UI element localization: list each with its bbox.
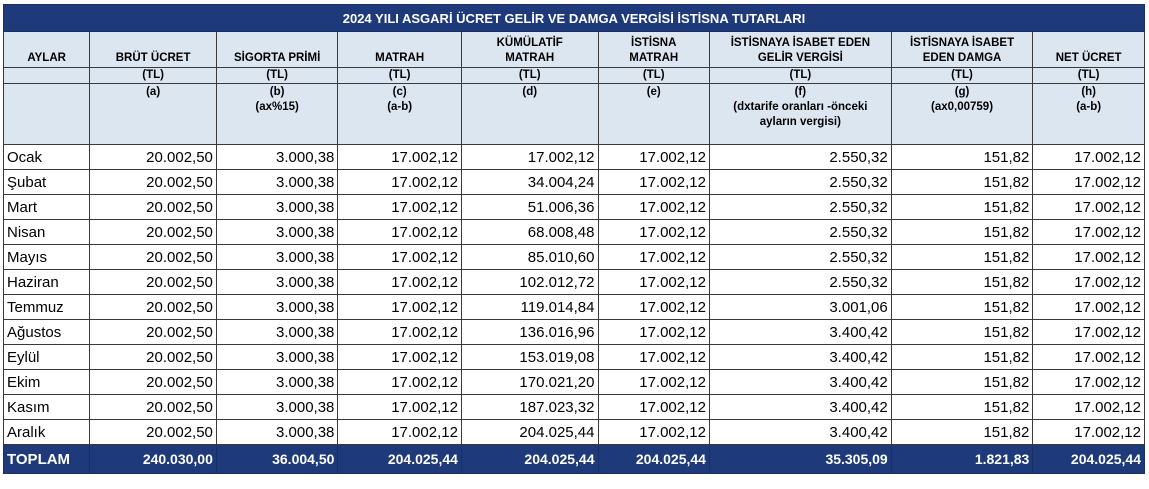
value-cell-kumulatif: 136.016,96 [461, 320, 598, 345]
value-cell-net: 17.002,12 [1033, 170, 1145, 195]
column-formula-0 [4, 84, 90, 145]
table-row [4, 145, 1145, 170]
value-cell-kumulatif: 170.021,20 [461, 370, 598, 395]
value-cell-istisna: 17.002,12 [598, 195, 709, 220]
exemption-table [3, 4, 1145, 474]
column-unit-7: (TL) [891, 68, 1033, 84]
value-cell-net: 17.002,12 [1033, 295, 1145, 320]
table-row [4, 295, 1145, 320]
value-cell-net: 17.002,12 [1033, 370, 1145, 395]
column-unit-3: (TL) [338, 68, 462, 84]
value-cell-brut: 20.002,50 [90, 245, 217, 270]
month-cell: Ağustos [4, 320, 90, 345]
table-row [4, 220, 1145, 245]
value-cell-brut: 20.002,50 [90, 320, 217, 345]
column-unit-2: (TL) [216, 68, 338, 84]
value-cell-sigorta: 3.000,38 [216, 295, 338, 320]
value-cell-gelir: 2.550,32 [709, 145, 891, 170]
value-cell-net: 17.002,12 [1033, 395, 1145, 420]
column-unit-4: (TL) [461, 68, 598, 84]
value-cell-matrah: 17.002,12 [338, 295, 462, 320]
table-row [4, 245, 1145, 270]
column-formula-6: (f) (dxtarife oranları -önceki ayların vergisi) [709, 84, 891, 145]
value-cell-istisna: 17.002,12 [598, 145, 709, 170]
value-cell-damga: 151,82 [891, 195, 1033, 220]
value-cell-istisna: 17.002,12 [598, 370, 709, 395]
value-cell-brut: 20.002,50 [90, 395, 217, 420]
value-cell-brut: 20.002,50 [90, 370, 217, 395]
value-cell-sigorta: 3.000,38 [216, 195, 338, 220]
value-cell-sigorta: 3.000,38 [216, 345, 338, 370]
column-header-8: NET ÜCRET [1033, 32, 1145, 68]
value-cell-istisna: 17.002,12 [598, 245, 709, 270]
value-cell-damga: 151,82 [891, 270, 1033, 295]
value-cell-istisna: 17.002,12 [598, 320, 709, 345]
value-cell-brut: 20.002,50 [90, 195, 217, 220]
value-cell-gelir: 3.400,42 [709, 370, 891, 395]
column-header-5: İSTİSNA MATRAH [598, 32, 709, 68]
column-header-4: KÜMÜLATİF MATRAH [461, 32, 598, 68]
total-cell-sigorta: 36.004,50 [216, 445, 338, 474]
value-cell-gelir: 2.550,32 [709, 270, 891, 295]
value-cell-kumulatif: 119.014,84 [461, 295, 598, 320]
column-formula-1: (a) [90, 84, 217, 145]
total-cell-net: 204.025,44 [1033, 445, 1145, 474]
column-unit-1: (TL) [90, 68, 217, 84]
column-formula-8: (h) (a-b) [1033, 84, 1145, 145]
column-header-1: BRÜT ÜCRET [90, 32, 217, 68]
table-row [4, 270, 1145, 295]
value-cell-istisna: 17.002,12 [598, 170, 709, 195]
month-cell: Eylül [4, 345, 90, 370]
value-cell-sigorta: 3.000,38 [216, 220, 338, 245]
column-header-6: İSTİSNAYA İSABET EDEN GELİR VERGİSİ [709, 32, 891, 68]
total-cell-matrah: 204.025,44 [338, 445, 462, 474]
value-cell-gelir: 2.550,32 [709, 220, 891, 245]
value-cell-kumulatif: 17.002,12 [461, 145, 598, 170]
value-cell-istisna: 17.002,12 [598, 220, 709, 245]
value-cell-damga: 151,82 [891, 320, 1033, 345]
value-cell-brut: 20.002,50 [90, 270, 217, 295]
total-cell-brut: 240.030,00 [90, 445, 217, 474]
total-label: TOPLAM [4, 445, 90, 474]
value-cell-matrah: 17.002,12 [338, 220, 462, 245]
value-cell-matrah: 17.002,12 [338, 270, 462, 295]
total-row [4, 445, 1145, 474]
column-formula-7: (g) (ax0,00759) [891, 84, 1033, 145]
value-cell-gelir: 3.400,42 [709, 345, 891, 370]
value-cell-net: 17.002,12 [1033, 420, 1145, 445]
column-unit-8: (TL) [1033, 68, 1145, 84]
column-formula-2: (b) (ax%15) [216, 84, 338, 145]
month-cell: Nisan [4, 220, 90, 245]
value-cell-net: 17.002,12 [1033, 220, 1145, 245]
value-cell-brut: 20.002,50 [90, 220, 217, 245]
value-cell-gelir: 3.001,06 [709, 295, 891, 320]
value-cell-istisna: 17.002,12 [598, 395, 709, 420]
value-cell-sigorta: 3.000,38 [216, 245, 338, 270]
month-cell: Ocak [4, 145, 90, 170]
value-cell-matrah: 17.002,12 [338, 170, 462, 195]
value-cell-brut: 20.002,50 [90, 295, 217, 320]
value-cell-matrah: 17.002,12 [338, 320, 462, 345]
value-cell-sigorta: 3.000,38 [216, 420, 338, 445]
value-cell-istisna: 17.002,12 [598, 420, 709, 445]
table-row [4, 395, 1145, 420]
value-cell-net: 17.002,12 [1033, 270, 1145, 295]
column-header-3: MATRAH [338, 32, 462, 68]
value-cell-damga: 151,82 [891, 170, 1033, 195]
value-cell-brut: 20.002,50 [90, 170, 217, 195]
value-cell-matrah: 17.002,12 [338, 245, 462, 270]
value-cell-net: 17.002,12 [1033, 320, 1145, 345]
value-cell-matrah: 17.002,12 [338, 370, 462, 395]
value-cell-kumulatif: 102.012,72 [461, 270, 598, 295]
value-cell-kumulatif: 187.023,32 [461, 395, 598, 420]
column-formula-3: (c) (a-b) [338, 84, 462, 145]
value-cell-kumulatif: 51.006,36 [461, 195, 598, 220]
value-cell-damga: 151,82 [891, 220, 1033, 245]
table-row [4, 420, 1145, 445]
value-cell-damga: 151,82 [891, 395, 1033, 420]
total-cell-gelir: 35.305,09 [709, 445, 891, 474]
table-row [4, 170, 1145, 195]
table-row [4, 195, 1145, 220]
column-header-7: İSTİSNAYA İSABET EDEN DAMGA [891, 32, 1033, 68]
value-cell-matrah: 17.002,12 [338, 145, 462, 170]
month-cell: Kasım [4, 395, 90, 420]
month-cell: Temmuz [4, 295, 90, 320]
value-cell-sigorta: 3.000,38 [216, 145, 338, 170]
value-cell-damga: 151,82 [891, 295, 1033, 320]
value-cell-matrah: 17.002,12 [338, 345, 462, 370]
value-cell-gelir: 2.550,32 [709, 245, 891, 270]
value-cell-brut: 20.002,50 [90, 345, 217, 370]
value-cell-sigorta: 3.000,38 [216, 370, 338, 395]
column-formula-4: (d) [461, 84, 598, 145]
value-cell-sigorta: 3.000,38 [216, 170, 338, 195]
value-cell-damga: 151,82 [891, 370, 1033, 395]
month-cell: Mayıs [4, 245, 90, 270]
value-cell-kumulatif: 68.008,48 [461, 220, 598, 245]
month-cell: Haziran [4, 270, 90, 295]
value-cell-net: 17.002,12 [1033, 245, 1145, 270]
value-cell-gelir: 2.550,32 [709, 195, 891, 220]
value-cell-matrah: 17.002,12 [338, 420, 462, 445]
value-cell-kumulatif: 204.025,44 [461, 420, 598, 445]
value-cell-gelir: 3.400,42 [709, 420, 891, 445]
value-cell-gelir: 3.400,42 [709, 320, 891, 345]
value-cell-istisna: 17.002,12 [598, 270, 709, 295]
total-cell-istisna: 204.025,44 [598, 445, 709, 474]
value-cell-damga: 151,82 [891, 245, 1033, 270]
column-header-0: AYLAR [4, 32, 90, 68]
value-cell-sigorta: 3.000,38 [216, 320, 338, 345]
total-cell-damga: 1.821,83 [891, 445, 1033, 474]
total-cell-kumulatif: 204.025,44 [461, 445, 598, 474]
value-cell-net: 17.002,12 [1033, 195, 1145, 220]
column-unit-6: (TL) [709, 68, 891, 84]
value-cell-net: 17.002,12 [1033, 345, 1145, 370]
month-cell: Aralık [4, 420, 90, 445]
value-cell-net: 17.002,12 [1033, 145, 1145, 170]
value-cell-matrah: 17.002,12 [338, 195, 462, 220]
value-cell-damga: 151,82 [891, 420, 1033, 445]
value-cell-gelir: 3.400,42 [709, 395, 891, 420]
value-cell-brut: 20.002,50 [90, 420, 217, 445]
column-header-2: SİGORTA PRİMİ [216, 32, 338, 68]
value-cell-matrah: 17.002,12 [338, 395, 462, 420]
table-row [4, 345, 1145, 370]
table-row [4, 320, 1145, 345]
value-cell-sigorta: 3.000,38 [216, 395, 338, 420]
value-cell-istisna: 17.002,12 [598, 345, 709, 370]
value-cell-gelir: 2.550,32 [709, 170, 891, 195]
month-cell: Mart [4, 195, 90, 220]
value-cell-kumulatif: 153.019,08 [461, 345, 598, 370]
table-row [4, 370, 1145, 395]
table-title: 2024 YILI ASGARİ ÜCRET GELİR VE DAMGA VERGİSİ İSTİSNA TUTARLARI [4, 5, 1145, 32]
value-cell-sigorta: 3.000,38 [216, 270, 338, 295]
value-cell-damga: 151,82 [891, 145, 1033, 170]
value-cell-brut: 20.002,50 [90, 145, 217, 170]
column-unit-0 [4, 68, 90, 84]
value-cell-istisna: 17.002,12 [598, 295, 709, 320]
value-cell-kumulatif: 34.004,24 [461, 170, 598, 195]
month-cell: Ekim [4, 370, 90, 395]
column-unit-5: (TL) [598, 68, 709, 84]
column-formula-5: (e) [598, 84, 709, 145]
value-cell-damga: 151,82 [891, 345, 1033, 370]
value-cell-kumulatif: 85.010,60 [461, 245, 598, 270]
month-cell: Şubat [4, 170, 90, 195]
